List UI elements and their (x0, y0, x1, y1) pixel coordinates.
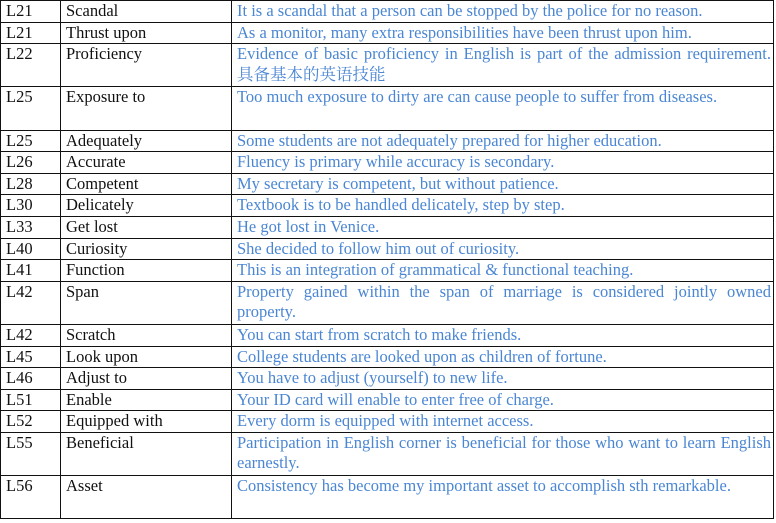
table-row (1, 368, 774, 390)
example-sentence-cell: It is a scandal that a person can be stopped by the police for no reason. (232, 1, 774, 23)
vocabulary-term-cell: Proficiency (61, 44, 232, 87)
example-sentence-cell: You can start from scratch to make friends. (232, 324, 774, 346)
vocabulary-term-cell: Function (61, 260, 232, 282)
vocabulary-term-cell: Equipped with (61, 411, 232, 433)
lesson-code-cell: L45 (1, 346, 61, 368)
table-row (1, 389, 774, 411)
table-row (1, 324, 774, 346)
lesson-code-cell: L52 (1, 411, 61, 433)
vocabulary-term-cell: Adequately (61, 130, 232, 152)
table-row (1, 130, 774, 152)
example-sentence-cell: As a monitor, many extra responsibilities have been thrust upon him. (232, 22, 774, 44)
vocabulary-term-cell: Exposure to (61, 87, 232, 130)
vocabulary-term-cell: Adjust to (61, 368, 232, 390)
example-sentence-cell: Every dorm is equipped with internet access. (232, 411, 774, 433)
vocabulary-term-cell: Scandal (61, 1, 232, 23)
example-sentence-cell: Textbook is to be handled delicately, step by step. (232, 195, 774, 217)
lesson-code-cell: L33 (1, 216, 61, 238)
lesson-code-cell: L41 (1, 260, 61, 282)
lesson-code-cell: L46 (1, 368, 61, 390)
vocabulary-term-cell: Thrust upon (61, 22, 232, 44)
example-sentence-cell: She decided to follow him out of curiosity. (232, 238, 774, 260)
vocabulary-term-cell: Accurate (61, 152, 232, 174)
table-row (1, 281, 774, 324)
table-row (1, 87, 774, 130)
table-row (1, 411, 774, 433)
example-sentence-cell: You have to adjust (yourself) to new life. (232, 368, 774, 390)
example-sentence-cell: Property gained within the span of marriage is considered jointly owned property. (232, 281, 774, 324)
vocabulary-term-cell: Asset (61, 476, 232, 519)
example-sentence-cell: Fluency is primary while accuracy is secondary. (232, 152, 774, 174)
example-sentence-cell: This is an integration of grammatical & functional teaching. (232, 260, 774, 282)
lesson-code-cell: L28 (1, 173, 61, 195)
table-row (1, 476, 774, 519)
example-sentence-cell: Your ID card will enable to enter free of charge. (232, 389, 774, 411)
example-sentence-cell: Too much exposure to dirty are can cause people to suffer from diseases. (232, 87, 774, 130)
lesson-code-cell: L25 (1, 130, 61, 152)
table-row (1, 260, 774, 282)
lesson-code-cell: L25 (1, 87, 61, 130)
lesson-code-cell: L51 (1, 389, 61, 411)
example-sentence-cell: Evidence of basic proficiency in English is part of the admission requirement. 具备基本的英语技能 (232, 44, 774, 87)
lesson-code-cell: L26 (1, 152, 61, 174)
lesson-code-cell: L42 (1, 281, 61, 324)
vocabulary-table-body (1, 1, 774, 519)
example-sentence-cell: My secretary is competent, but without patience. (232, 173, 774, 195)
lesson-code-cell: L55 (1, 432, 61, 475)
lesson-code-cell: L30 (1, 195, 61, 217)
vocabulary-term-cell: Curiosity (61, 238, 232, 260)
vocabulary-term-cell: Enable (61, 389, 232, 411)
table-row (1, 1, 774, 23)
lesson-code-cell: L40 (1, 238, 61, 260)
example-sentence-cell: College students are looked upon as children of fortune. (232, 346, 774, 368)
lesson-code-cell: L21 (1, 1, 61, 23)
vocabulary-term-cell: Scratch (61, 324, 232, 346)
table-row (1, 432, 774, 475)
example-sentence-cell: He got lost in Venice. (232, 216, 774, 238)
table-row (1, 22, 774, 44)
table-row (1, 238, 774, 260)
table-row (1, 346, 774, 368)
example-sentence-cell: Some students are not adequately prepared for higher education. (232, 130, 774, 152)
table-row (1, 44, 774, 87)
vocabulary-term-cell: Beneficial (61, 432, 232, 475)
vocabulary-term-cell: Delicately (61, 195, 232, 217)
lesson-code-cell: L42 (1, 324, 61, 346)
example-sentence-cell: Consistency has become my important asset to accomplish sth remarkable. (232, 476, 774, 519)
example-sentence-cell: Participation in English corner is beneficial for those who want to learn English earnestly. (232, 432, 774, 475)
table-row (1, 195, 774, 217)
vocabulary-term-cell: Competent (61, 173, 232, 195)
lesson-code-cell: L21 (1, 22, 61, 44)
table-row (1, 173, 774, 195)
lesson-code-cell: L22 (1, 44, 61, 87)
vocabulary-term-cell: Look upon (61, 346, 232, 368)
vocabulary-term-cell: Get lost (61, 216, 232, 238)
table-row (1, 216, 774, 238)
table-row (1, 152, 774, 174)
vocabulary-term-cell: Span (61, 281, 232, 324)
lesson-code-cell: L56 (1, 476, 61, 519)
